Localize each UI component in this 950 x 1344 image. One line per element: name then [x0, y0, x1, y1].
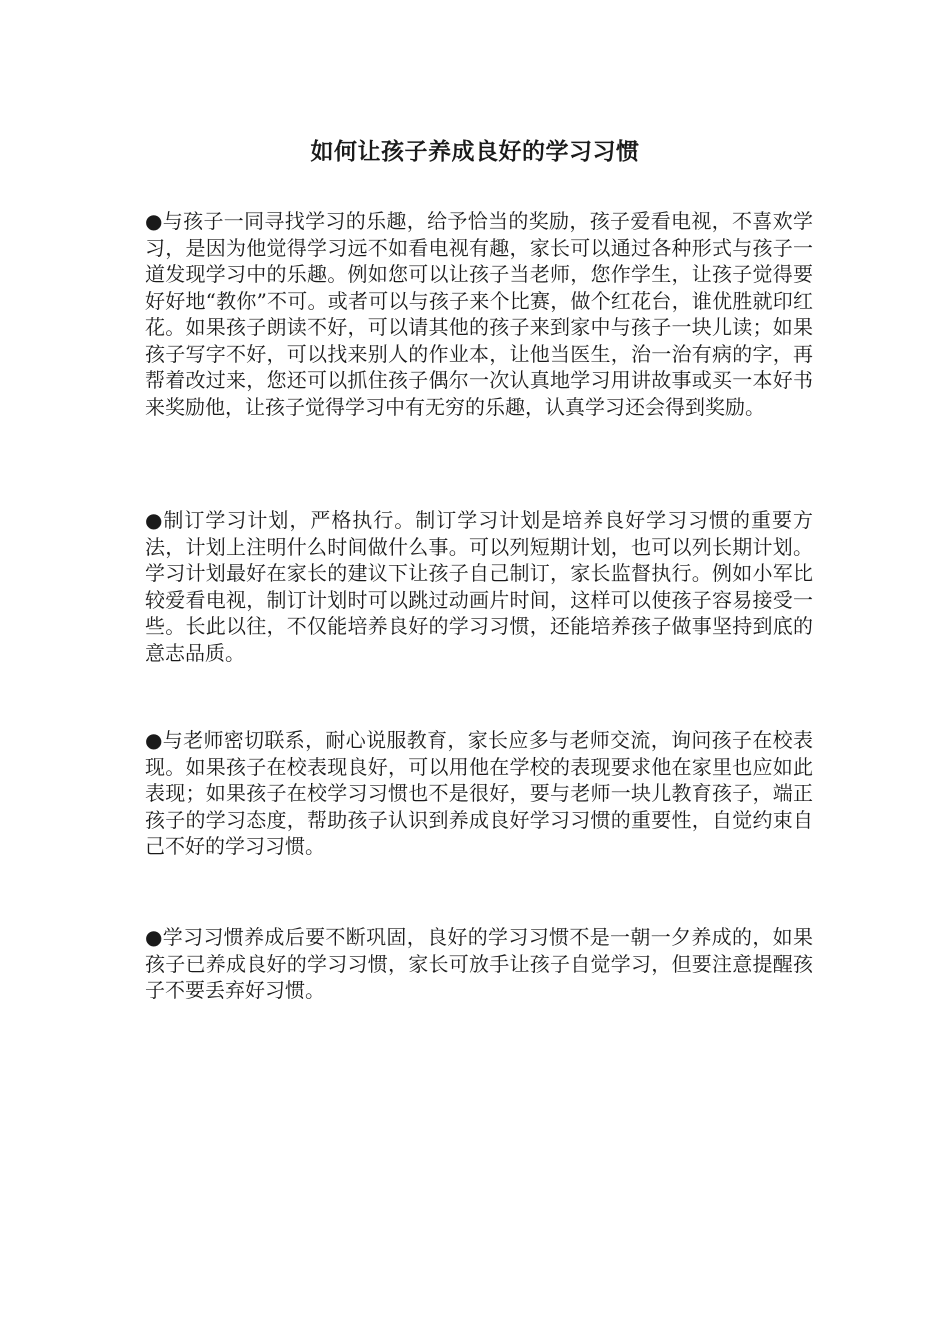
document-title: 如何让孩子养成良好的学习习惯 — [310, 138, 640, 165]
paragraph-1: ●与孩子一同寻找学习的乐趣，给予恰当的奖励，孩子爱看电视，不喜欢学习，是因为他觉得学习远不如看电视有趣，家长可以通过各种形式与孩子一道发现学习中的乐趣。例如您可以让孩子当老师，您作学生，让孩子觉得要好好地“教你”不可。或者可以与孩子来个比赛，做个红花台，谁优胜就印红花。如果孩子朗读不好，可以请其他的孩子来到家中与孩子一块儿读；如果孩子写字不好，可以找来别人的作业本，让他当医生，治一治有病的字，再帮着改过来，您还可以抓住孩子偶尔一次认真地学习用讲故事或买一本好书来奖励他，让孩子觉得学习中有无穷的乐趣，认真学习还会得到奖励。 — [145, 209, 813, 419]
paragraph-4: ●学习习惯养成后要不断巩固，良好的学习习惯不是一朝一夕养成的，如果孩子已养成良好的学习习惯，家长可放手让孩子自觉学习，但要注意提醒孩子不要丢弃好习惯。 — [145, 925, 813, 1002]
paragraph-3: ●与老师密切联系，耐心说服教育，家长应多与老师交流，询问孩子在校表现。如果孩子在校表现良好，可以用他在学校的表现要求他在家里也应如此表现；如果孩子在校学习习惯也不是很好，要与老师一块儿教育孩子，端正孩子的学习态度，帮助孩子认识到养成良好学习习惯的重要性，自觉约束自己不好的学习习惯。 — [145, 728, 813, 858]
paragraph-2: ●制订学习计划，严格执行。制订学习计划是培养良好学习习惯的重要方法，计划上注明什么时间做什么事。可以列短期计划，也可以列长期计划。学习计划最好在家长的建议下让孩子自己制订，家长监督执行。例如小军比较爱看电视，制订计划时可以跳过动画片时间，这样可以使孩子容易接受一些。长此以往，不仅能培养良好的学习习惯，还能培养孩子做事坚持到底的意志品质。 — [145, 508, 813, 665]
